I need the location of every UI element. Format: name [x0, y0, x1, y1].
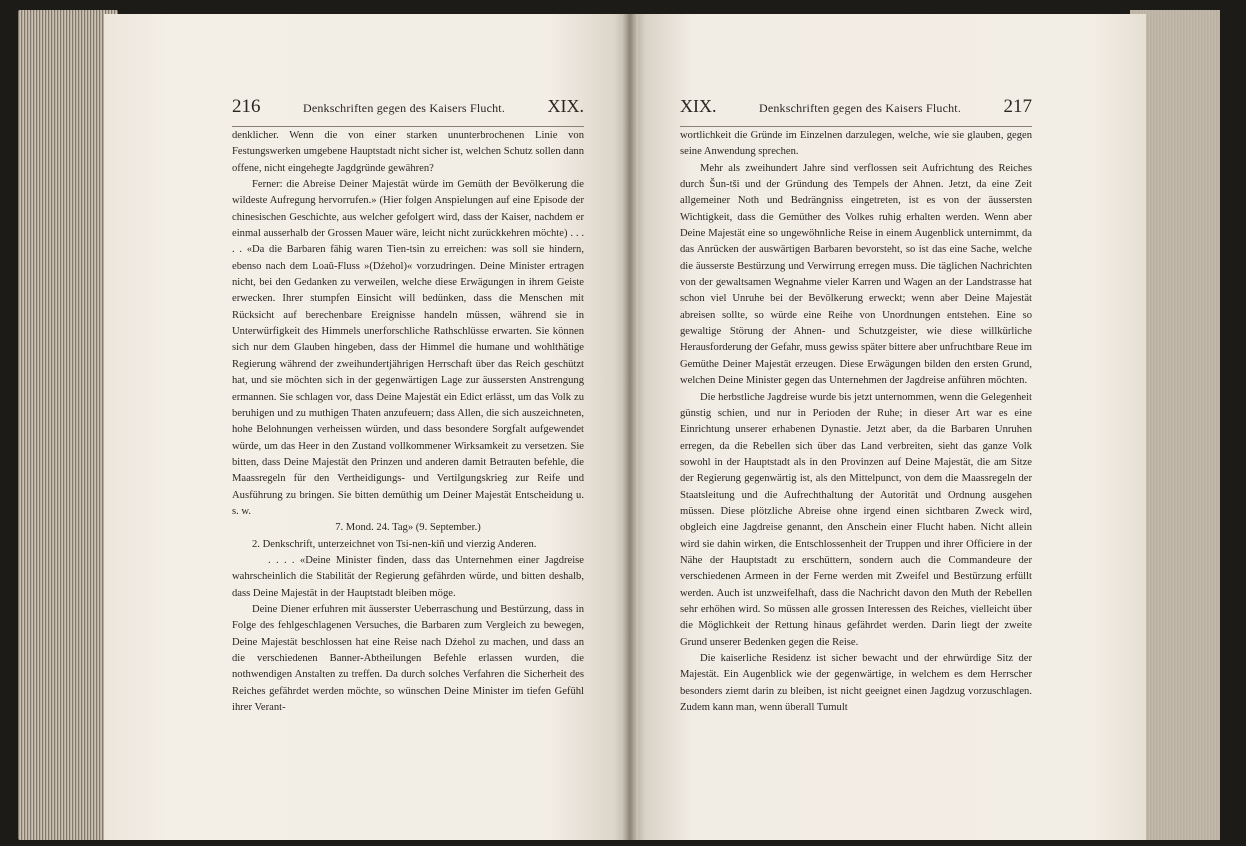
right-page-number: 217 [1003, 96, 1032, 117]
paragraph: wortlichkeit die Gründe im Einzelnen darzulegen, welche, wie sie glauben, gegen seine Anwendung sprechen. [680, 130, 1032, 158]
left-page-body [232, 128, 584, 716]
left-page-number: 216 [232, 96, 261, 117]
paragraph: Die kaiserliche Residenz ist sicher bewacht und der ehrwürdige Sitz der Majestät. Ein Augenblick wie der gegenwärtige, in welchem es dem Herrscher besonders ziemt darin zu bleiben, ist nicht geeignet einen Jagdzug vorzuschlagen. Zudem kann man, wenn überall Tumult [680, 653, 1032, 714]
left-header-rule [232, 126, 584, 127]
memorandum-heading: 2. Denkschrift, unterzeichnet von Tsi-nen-kiñ und vierzig Anderen. [252, 538, 537, 550]
right-page-header [680, 96, 1032, 124]
paragraph: Deine Diener erfuhren mit äusserster Ueberraschung und Bestürzung, dass in Folge des fehlgeschlagenen Versuches, die Barbaren zum Vergleich zu bewegen, Deine Majestät beschlossen hat eine Reise nach Dźehol zu machen, und dass an die verschiedenen Banner-Abtheilungen Befehle erlassen wurden, die nothwendigen Anstalten zu treffen. Da durch solches Verfahren die Sicherheit des Reiches gefährdet werden möchte, so wünschen Deine Minister im tiefen Gefühl ihrer Verant- [232, 603, 584, 714]
right-section-number: XIX. [680, 96, 717, 116]
paragraph: denklicher. Wenn die von einer starken ununterbrochenen Linie von Festungswerken umgebene Hauptstadt nicht sicher ist, welchen Schutz sollen dann offene, nicht eingehegte Jagdgründe gewähren? [232, 130, 584, 174]
date-line: 7. Mond. 24. Tag» (9. September.) [335, 522, 481, 534]
right-page-body [680, 128, 1032, 716]
paragraph: Die herbstliche Jagdreise wurde bis jetzt unternommen, wenn die Gelegenheit günstig schien, und nur in Perioden der Ruhe; in dieser Art war es eine Einrichtung unserer erhabenen Dynastie. Jetzt aber, da die Barbaren Unruhen erregen, da die Rebellen sich über das Land verbreiten, sieht das ganze Volk sowohl in der Hauptstadt als in den Provinzen auf Deine Majestät, die am Sitze der Regierung gegenwärtig ist, als den Mittelpunct, von dem die Maassregeln der Staatsleitung und die Aufrechthaltung der Autorität und Ordnung ausgehen müssen. Diese plötzliche Abreise ohne irgend einen sichtbaren Zweck wird, obgleich eine Jagdreise genannt, den Anschein einer Flucht haben. Nicht allein wird sie dahin wirken, die Entschlossenheit der Truppen und ihrer Officiere in der Nähe der Hauptstadt zu erschüttern, sondern auch die Commandeure der verschiedenen Armeen in der Ferne werden mit Zweifel und Bestürzung erfüllt werden. Auch ist unzweifelhaft, dass die Nachricht davon den Muth der Rebellen sehr erhöhen wird. So müssen alle grossen Interessen des Reiches, vielleicht über die Möglichkeit der Rettung hinaus gefährdet werden. Darin liegt der zweite Grund unserer Bedenken gegen die Reise. [680, 391, 1032, 648]
left-section-number: XIX. [547, 96, 584, 116]
book-gutter [622, 14, 638, 840]
left-running-title: Denkschriften gegen des Kaisers Flucht. [302, 101, 506, 115]
right-running-title: Denkschriften gegen des Kaisers Flucht. [758, 101, 962, 115]
paragraph: Mehr als zweihundert Jahre sind verflossen seit Aufrichtung des Reiches durch Šun-tši und der Gründung des Tempels der Ahnen. Jetzt, da eine Zeit allgemeiner Noth und Bedrängniss eingetreten, ist es von der äussersten Wichtigkeit, dass die Gemüther des Volkes ruhig erhalten werden. Wenn aber Deine Majestät eine so ungewöhnliche Reise in einem Augenblick unternimmt, da das Anrücken der auswärtigen Barbaren bevorsteht, so ist das eine Sache, welche die äusserste Bestürzung und Verwirrung erregen muss. Die täglichen Nachrichten von der gewaltsamen Wegnahme vieler Karren und Wagen an der Landstrasse hat schon viel Unruhe bei der Bevölkerung erweckt; wenn aber Deine Majestät abreisen sollte, so würde eine Reihe von Unordnungen entstehen. Eine so gewaltige Störung der Ahnen- und Schutzgeister, wie diese willkürliche Herausforderung der Gefahr, muss gewiss später bittere aber unfruchtbare Reue im Gemüthe Deiner Majestät erzeugen. Diese Erwägungen bilden den ersten Grund, welchen Deine Minister gegen das Unternehmen der Jagdreise anführen möchten. [680, 162, 1032, 387]
book-edge-left [18, 10, 118, 840]
paragraph: Ferner: die Abreise Deiner Majestät würde im Gemüth der Bevölkerung die wildeste Aufregung hervorrufen.» (Hier folgen Anspielungen auf eine Episode der chinesischen Geschichte, aus welcher gefolgert wird, dass der Kaiser, nachdem er einmal ausserhalb der Grossen Mauer wäre, leicht nicht zurückkehren möchte) . . . . . «Da die Barbaren fähig waren Tien-tsin zu erreichen: was soll sie hindern, ebenso nach dem Loaŭ-Fluss »(Dźehol)« vorzudringen. Deine Minister ertragen nicht, bei den Gedanken zu verweilen, welche diese Erwägungen in ihrem Geiste erwecken. Ihrer stumpfen Einsicht will bedünken, dass die Menschen mit Rücksicht auf berechenbare Ereignisse handeln müssen, während sie in Unterwürfigkeit des Himmels unerforschliche Rathschlüsse erwarten. Sie können sich nur dem Glauben hingeben, dass der Himmel die humane und wohlthätige Regierung während der zweihundertjährigen Herrschaft über das Reich geschützt hat, und sie möchten sich in der gegenwärtigen Lage zur äussersten Anstrengung ermannen. Sie schlagen vor, dass Deine Majestät ein Edict erlässt, um das Volk zu beruhigen und zu muthigen Thaten anzufeuern; dass Allen, die sich auszeichneten, hohe Belohnungen verheissen würden, und dass besondere Sorgfalt aufgewendet würde, um das Heer in den Zustand vollkommener Wirksamkeit zu versetzen. Sie bitten, dass Deine Majestät den Prinzen und anderen damit Betrauten befehle, die Maassregeln für den Vertheidigungs- und Vertilgungskrieg zur Reife und Ausführung zu bringen. Sie bitten demüthig um Deiner Majestät Entscheidung u. s. w. [232, 179, 584, 517]
right-header-rule [680, 126, 1032, 127]
left-page-header [232, 96, 584, 124]
paragraph: . . . . «Deine Minister finden, dass das Unternehmen einer Jagdreise wahrscheinlich die Stabilität der Regierung gefährden würde, und bitten deshalb, dass Deine Majestät in der Hauptstadt bleiben möge. [232, 554, 584, 599]
